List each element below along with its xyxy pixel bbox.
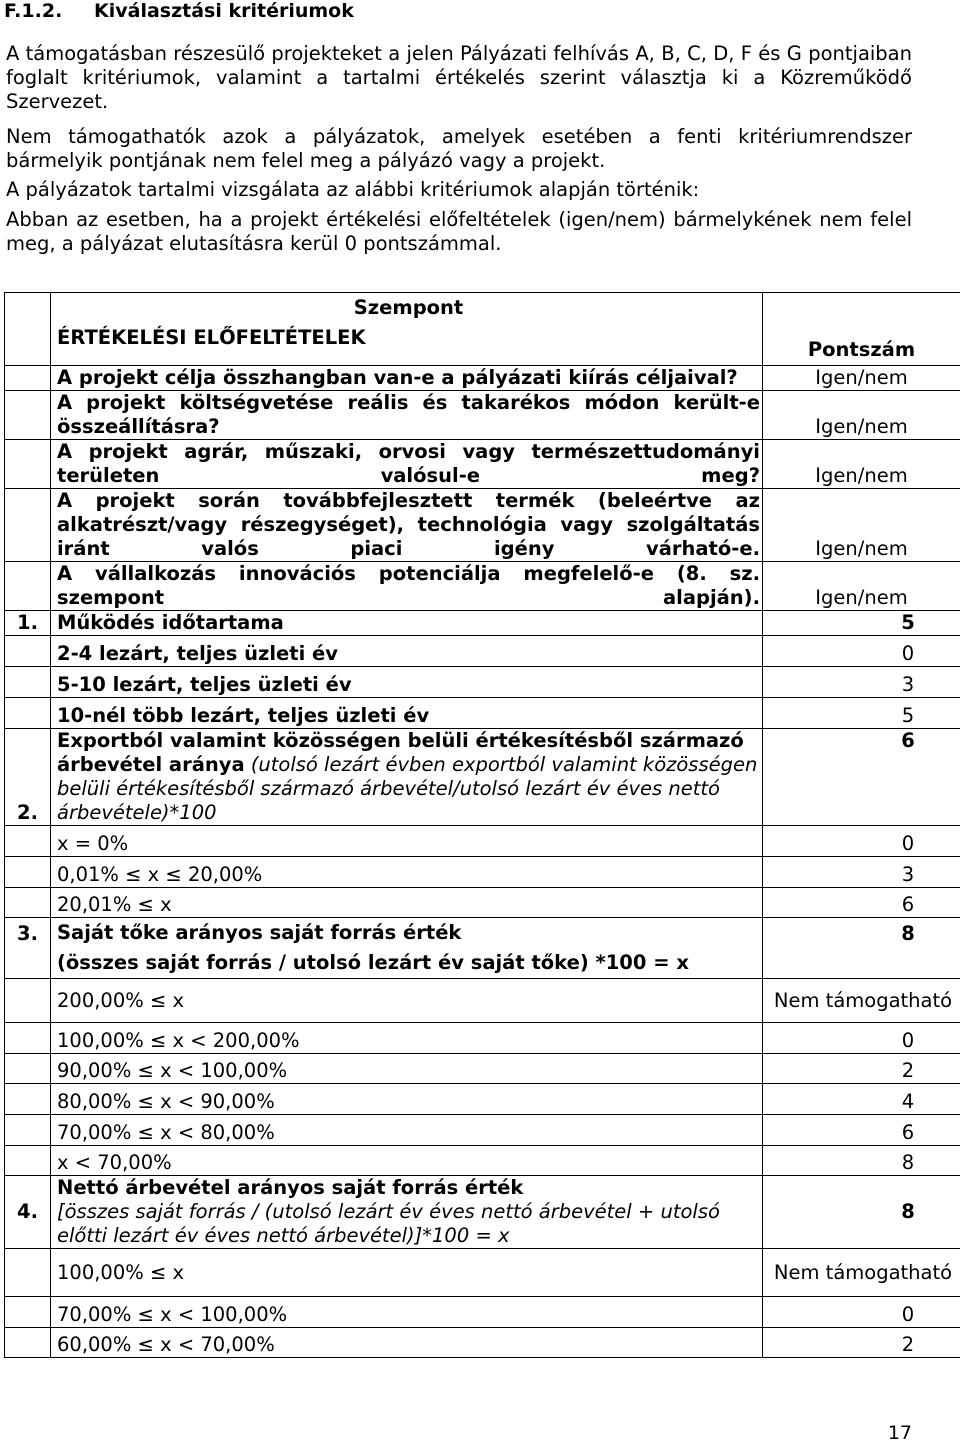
table-row — [5, 562, 960, 611]
criterion-title: Saját tőke arányos saját forrás érték — [57, 921, 462, 944]
criterion-max-score: 8 — [901, 922, 915, 945]
section-title: Kiválasztási kritériumok — [94, 0, 354, 22]
table-row — [5, 1115, 960, 1146]
table-row — [5, 1023, 960, 1054]
table-row — [5, 489, 960, 562]
table-row — [5, 366, 960, 391]
option-text: 70,00% ≤ x < 100,00% — [51, 1297, 763, 1328]
criterion-formula: (összes saját forrás / utolsó lezárt év saját tőke) *100 = x — [57, 951, 689, 974]
criterion-title: Exportból valamint közösségen belüli értékesítésből származó árbevétel aránya — [57, 729, 744, 776]
criterion-number: 3. — [5, 918, 51, 979]
criterion-1-header — [5, 611, 960, 636]
option-text: 0,01% ≤ x ≤ 20,00% — [51, 857, 763, 888]
criterion-4-header — [5, 1176, 960, 1249]
option-score: Nem támogatható — [773, 988, 953, 1012]
criterion-max-score: 5 — [901, 611, 915, 634]
table-row — [5, 1084, 960, 1115]
col-header-szempont: Szempont — [353, 296, 464, 319]
paragraph-4: Abban az esetben, ha a projekt értékelési előfeltételek (igen/nem) bármelykének nem felel meg, a pályázat elutasításra kerül 0 pontszámmal. — [6, 208, 912, 255]
option-text: 60,00% ≤ x < 70,00% — [51, 1328, 763, 1358]
table-row — [5, 979, 960, 1023]
criterion-title: Működés időtartama — [51, 611, 763, 636]
option-text: 200,00% ≤ x — [51, 979, 763, 1023]
option-score: Nem támogatható — [773, 1260, 953, 1284]
table-header-row — [5, 293, 960, 366]
table-row — [5, 1054, 960, 1084]
section-number: F.1.2. — [4, 0, 63, 22]
prereq-text: A vállalkozás innovációs potenciálja megfelelő-e (8. sz. szempont alapján). — [57, 562, 760, 609]
table-row — [5, 857, 960, 888]
table-row — [5, 667, 960, 698]
option-text: x < 70,00% — [51, 1146, 763, 1176]
prereq-score: Igen/nem — [763, 391, 960, 440]
paragraph-1: A támogatásban részesülő projekteket a jelen Pályázati felhívás A, B, C, D, F és G pontjaiban foglalt kritériumok, valamint a tartalmi értékelés szerint választja ki a Közreműködő Szervezet. — [6, 42, 912, 113]
prereq-text: A projekt során továbbfejlesztett termék (beleértve az alkatrészt/vagy részegységet), technológia vagy szolgáltatás iránt valós piaci igény várható-e. — [57, 489, 760, 560]
prereq-text: A projekt agrár, műszaki, orvosi vagy természettudományi területen valósul-e meg? — [57, 440, 760, 487]
criteria-table — [4, 292, 960, 1358]
option-score: 0 — [901, 1303, 915, 1326]
criterion-max-score: 6 — [901, 729, 915, 752]
option-score: 0 — [901, 642, 915, 665]
option-score: 0 — [901, 1029, 915, 1052]
table-row — [5, 1297, 960, 1328]
section-heading — [4, 0, 354, 22]
prereq-score: Igen/nem — [763, 489, 960, 562]
criterion-number: 2. — [5, 729, 51, 826]
option-text: x = 0% — [51, 826, 763, 857]
col-header-pontszam: Pontszám — [807, 338, 916, 361]
prereq-score: Igen/nem — [763, 366, 960, 391]
table-row — [5, 636, 960, 667]
table-row — [5, 698, 960, 729]
paragraph-2: Nem támogathatók azok a pályázatok, amelyek esetében a fenti kritériumrendszer bármelyik pontjának nem felel meg a pályázó vagy a projekt. — [6, 125, 912, 172]
table-row — [5, 391, 960, 440]
option-score: 8 — [901, 1151, 915, 1174]
table-row — [5, 1328, 960, 1358]
option-score: 5 — [901, 704, 915, 727]
option-score: 6 — [901, 893, 915, 916]
option-text: 80,00% ≤ x < 90,00% — [51, 1084, 763, 1115]
criterion-max-score: 8 — [901, 1200, 915, 1223]
criterion-2-header — [5, 729, 960, 826]
option-text: 100,00% ≤ x < 200,00% — [51, 1023, 763, 1054]
paragraph-3: A pályázatok tartalmi vizsgálata az alábbi kritériumok alapján történik: — [6, 178, 700, 201]
option-text: 2-4 lezárt, teljes üzleti év — [51, 636, 763, 667]
option-text: 70,00% ≤ x < 80,00% — [51, 1115, 763, 1146]
option-score: 2 — [901, 1059, 915, 1082]
option-score: 0 — [901, 832, 915, 855]
option-score: 4 — [901, 1090, 915, 1113]
criterion-formula: [összes saját forrás / (utolsó lezárt év éves nettó árbevétel + utolsó előtti lezárt év éves nettó árbevétel)]*100 = x — [57, 1200, 720, 1247]
table-row — [5, 826, 960, 857]
criterion-title: Nettó árbevétel arányos saját forrás érték — [57, 1176, 524, 1199]
prereq-text: A projekt célja összhangban van-e a pályázati kiírás céljaival? — [51, 366, 763, 391]
option-score: 2 — [901, 1333, 915, 1356]
option-score: 6 — [901, 1121, 915, 1144]
criterion-number: 4. — [5, 1176, 51, 1249]
table-row — [5, 1249, 960, 1297]
prereq-title: ÉRTÉKELÉSI ELŐFELTÉTELEK — [57, 326, 366, 349]
prereq-text: A projekt költségvetése reális és takarékos módon került-e összeállításra? — [57, 391, 760, 438]
table-row — [5, 1146, 960, 1176]
option-text: 100,00% ≤ x — [51, 1249, 763, 1297]
option-score: 3 — [901, 863, 915, 886]
option-score: 3 — [901, 673, 915, 696]
table-row — [5, 888, 960, 918]
option-text: 10-nél több lezárt, teljes üzleti év — [51, 698, 763, 729]
criterion-3-header — [5, 918, 960, 979]
option-text: 5-10 lezárt, teljes üzleti év — [51, 667, 763, 698]
option-text: 90,00% ≤ x < 100,00% — [51, 1054, 763, 1084]
criterion-formula: (utolsó lezárt évben exportból valamint közösségen belüli értékesítésből származó árbevétel/utolsó lezárt év éves nettó árbevétele)*100 — [57, 753, 758, 824]
criterion-number: 1. — [5, 611, 51, 636]
table-row — [5, 440, 960, 489]
page-number: 17 — [887, 1422, 912, 1444]
option-text: 20,01% ≤ x — [51, 888, 763, 918]
prereq-score: Igen/nem — [763, 440, 960, 489]
prereq-score: Igen/nem — [763, 562, 960, 611]
